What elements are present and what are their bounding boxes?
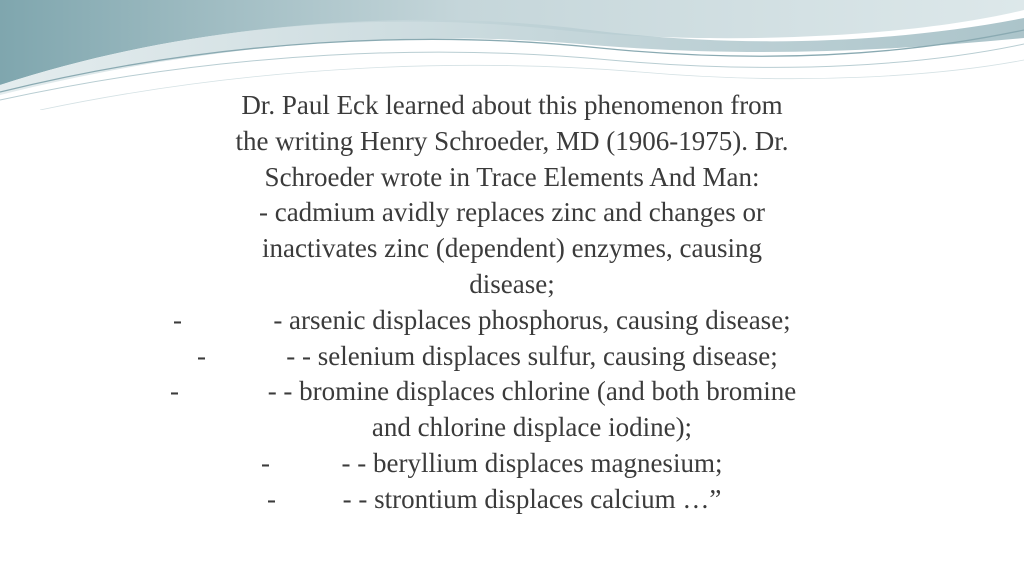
body-text xyxy=(150,88,874,518)
bullet-text: - arsenic displaces phosphorus, causing disease; xyxy=(273,304,791,335)
text-line: Dr. Paul Eck learned about this phenomenon from xyxy=(241,90,783,120)
bullet-item-arsenic xyxy=(150,303,874,339)
text-line: disease; xyxy=(469,268,555,299)
text-line: inactivates zinc (dependent) enzymes, causing xyxy=(261,233,763,264)
bullet-dash: - xyxy=(170,376,179,407)
bullet-dash: - xyxy=(173,304,182,335)
bullet-item-beryllium xyxy=(150,446,874,482)
bullet-text: - - selenium displaces sulfur, causing disease; xyxy=(286,340,778,371)
bullet-text: - - beryllium displaces magnesium; xyxy=(341,447,723,478)
bullet-item-strontium xyxy=(150,482,874,518)
bullet-dash: - xyxy=(267,483,276,514)
text-line-continuation: and chlorine displace iodine); xyxy=(371,412,693,443)
text-line: - cadmium avidly replaces zinc and changes or xyxy=(258,197,766,228)
bullet-text: - - strontium displaces calcium …” xyxy=(342,483,722,514)
bullet-item-selenium xyxy=(150,339,874,375)
bullet-item-bromine xyxy=(150,374,874,410)
text-line: the writing Henry Schroeder, MD (1906-1975). Dr. xyxy=(235,125,789,156)
text-line: Schroeder wrote in Trace Elements And Man: xyxy=(264,161,760,192)
bullet-dash: - xyxy=(197,340,206,371)
bullet-dash: - xyxy=(261,447,270,478)
bullet-text: - - bromine displaces chlorine (and both bromine xyxy=(267,376,797,407)
